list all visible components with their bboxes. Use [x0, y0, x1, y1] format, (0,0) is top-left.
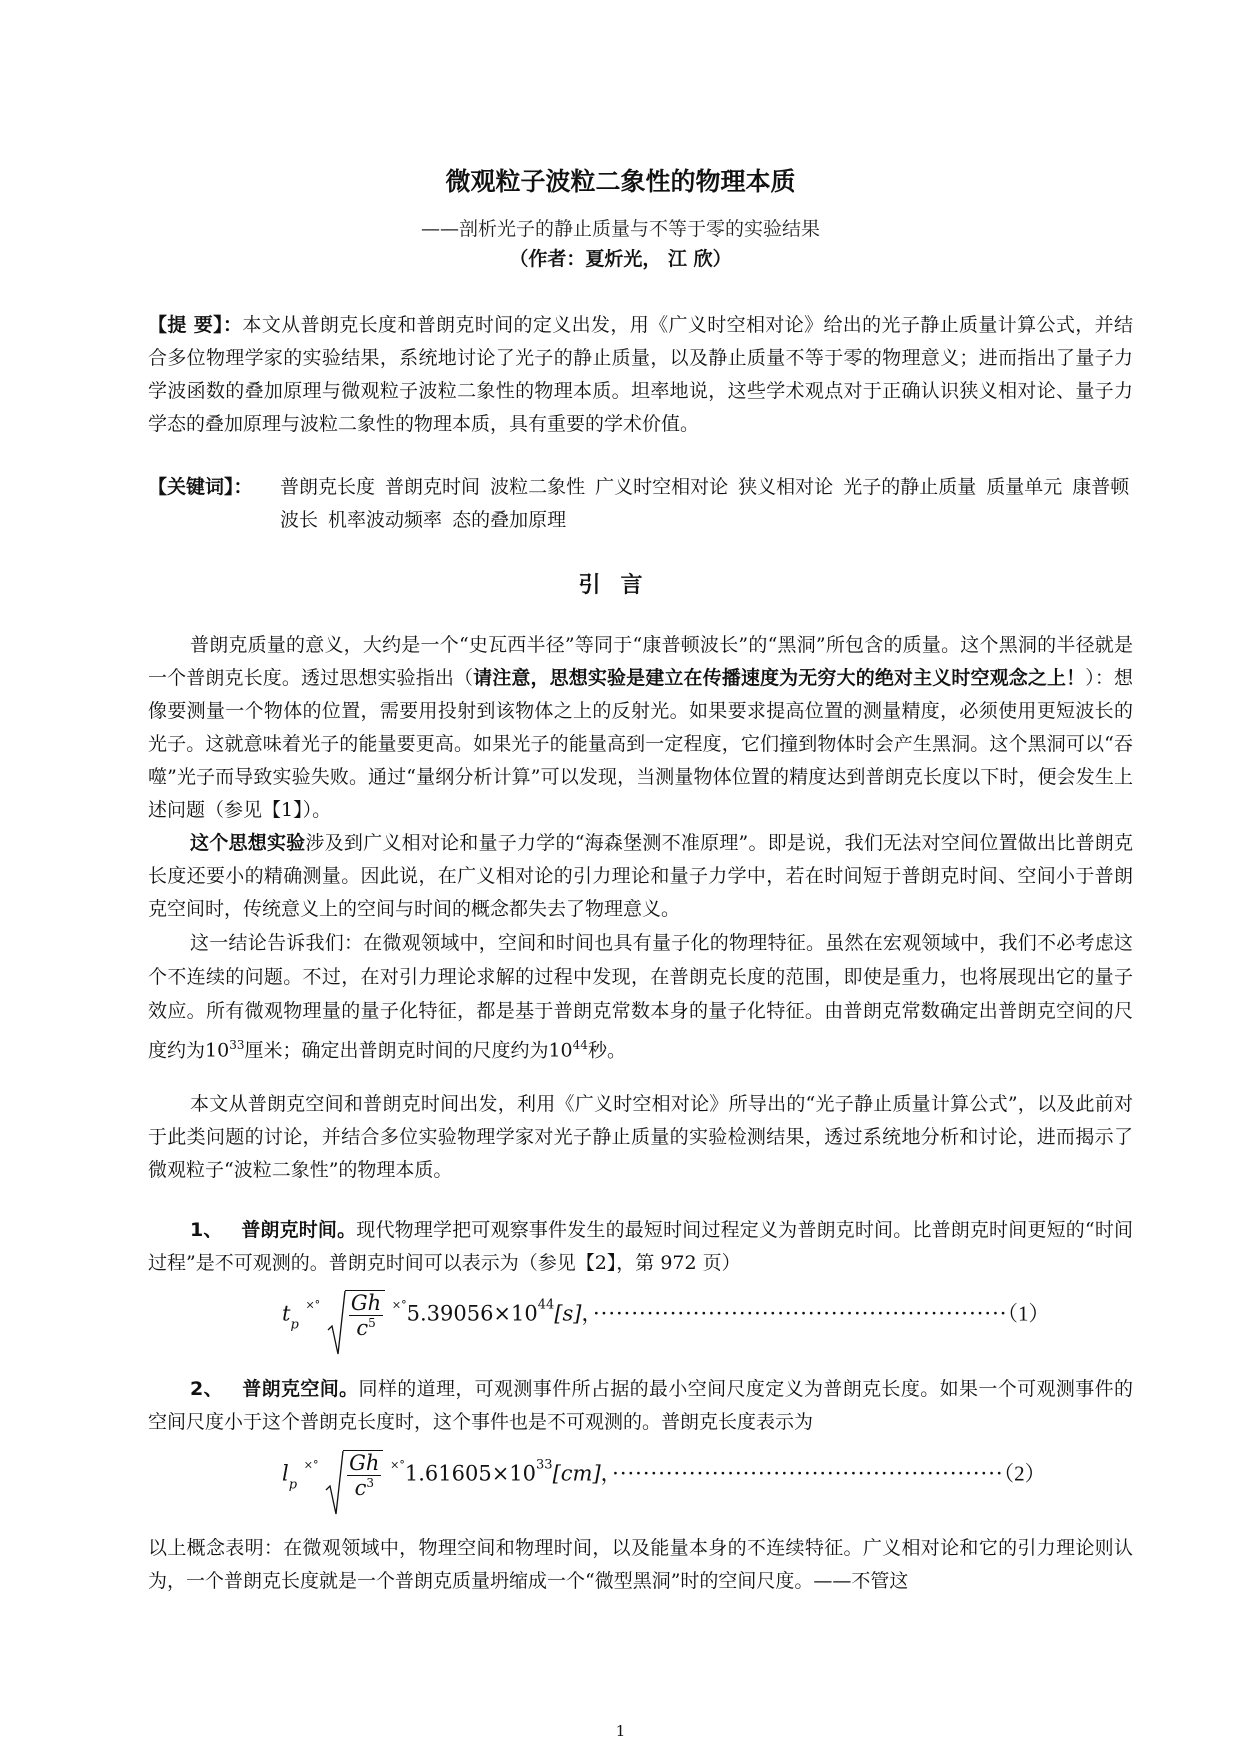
equation-1 [282, 1290, 1049, 1360]
abstract-label: 【提 要】： [148, 314, 243, 336]
eq2-lhs-subscript: p [288, 1477, 298, 1493]
intro-paragraph-3 [148, 926, 1133, 1067]
eq2-denominator-exponent: 3 [366, 1476, 374, 1490]
section-1-number: 1、 [190, 1219, 223, 1241]
eq1-garbled-symbol-1: ×° [305, 1298, 321, 1312]
intro-p3-text-c: 秒。 [587, 1039, 626, 1062]
eq2-numerator: Gh [349, 1451, 380, 1475]
eq2-value: 1.61605×10 [404, 1461, 537, 1486]
abstract-text: 本文从普朗克长度和普朗克时间的定义出发，用《广义时空相对论》给出的光子静止质量计算公式，并结合多位物理学家的实验结果，系统地讨论了光子的静止质量，以及静止质量不等于零的物理意义；进而指出了量子力学波函数的叠加原理与微观粒子波粒二象性的物理本质。坦率地说，这些学术观点对于正确认识狭义相对论、量子力学态的叠加原理与波粒二象性的物理本质，具有重要的学术价值。 [148, 314, 1133, 435]
eq2-leader-dots: ，··················································· [600, 1461, 1004, 1486]
page-number: 1 [615, 1722, 626, 1740]
intro-paragraph-2 [148, 827, 1133, 926]
keywords-label: 【关键词】： [148, 476, 253, 498]
paper-authors: （作者：夏炘光， 江 欣） [509, 248, 732, 270]
eq2-garbled-symbol-1: ×° [303, 1458, 319, 1472]
intro-p3-exponent-2: 44 [572, 1038, 588, 1052]
eq1-denominator-base: c [356, 1316, 369, 1340]
eq1-lhs-subscript: p [290, 1317, 299, 1333]
closing-paragraph: 以上概念表明：在微观领域中，物理空间和物理时间，以及能量本身的不连续特征。广义相对论和它的引力理论则认为，一个普朗克长度就是一个普朗克质量坍缩成一个“微型黑洞”时的空间尺度。——不管这 [148, 1537, 1133, 1592]
keywords-text: 普朗克长度 普朗克时间 波粒二象性 广义时空相对论 狭义相对论 光子的静止质量 质量单元 康普顿波长 机率波动频率 态的叠加原理 [280, 476, 1130, 531]
intro-p1-text-a: 普朗克质量的意义，大约是一个“史瓦西半径”等同于“康普顿波长”的“黑洞”所包含的质量。这个黑洞的半径就是一个普朗克长度。透过思想实验指出（ [148, 634, 1133, 689]
intro-p2-emphasis: 这个思想实验 [190, 832, 306, 854]
section-2-number: 2、 [190, 1378, 223, 1400]
section-2-heading: 普朗克空间。 [242, 1378, 359, 1400]
eq1-lhs: t [282, 1301, 291, 1326]
paper-subtitle: ——剖析光子的静止质量与不等于零的实验结果 [420, 218, 820, 240]
sqrt-sign-icon [327, 1290, 347, 1356]
eq2-exponent: 33 [536, 1457, 553, 1473]
intro-paragraph-4: 本文从普朗克空间和普朗克时间出发，利用《广义时空相对论》所导出的“光子静止质量计算公式”，以及此前对于此类问题的讨论，并结合多位实验物理学家对光子静止质量的实验检测结果，透过系统地分析和讨论，进而揭示了微观粒子“波粒二象性”的物理本质。 [148, 1093, 1133, 1181]
eq1-unit: [s] [554, 1301, 582, 1326]
intro-p3-text-a: 这一结论告诉我们：在微观领域中，空间和时间也具有量子化的物理特征。虽然在宏观领域中，我们不必考虑这个不连续的问题。不过，在对引力理论求解的过程中发现，在普朗克长度的范围，即使是重力，也将展现出它的量子效应。所有微观物理量的量子化特征，都是基于普朗克常数本身的量子化特征。由普朗克常数确定出普朗克空间的尺度约为10 [148, 932, 1133, 1062]
intro-p3-text-b: 厘米；确定出普朗克时间的尺度约为10 [244, 1039, 573, 1062]
abstract [148, 309, 1133, 441]
eq2-denominator-base: c [354, 1476, 367, 1500]
equation-2 [282, 1450, 1046, 1520]
intro-p1-text-b: ）：想像要测量一个物体的位置，需要用投射到该物体之上的反射光。如果要求提高位置的测量精度，必须使用更短波长的光子。这就意味着光子的能量要更高。如果光子的能量高到一定程度，它们撞到物体时会产生黑洞。这个黑洞可以“吞噬”光子而导致实验失败。通过“量纲分析计算”可以发现，当测量物体位置的精度达到普朗克长度以下时，便会发生上述问题（参见【1】）。 [148, 667, 1133, 821]
eq2-garbled-symbol-2: ×° [390, 1458, 405, 1472]
eq1-sqrt [327, 1290, 385, 1340]
intro-paragraph-1 [148, 629, 1133, 827]
section-2-paragraph [148, 1373, 1133, 1439]
intro-p2-text: 涉及到广义相对论和量子力学的“海森堡测不准原理”。即是说，我们无法对空间位置做出比普朗克长度还要小的精确测量。因此说，在广义相对论的引力理论和量子力学中，若在时间短于普朗克时间、空间小于普朗克空间时，传统意义上的空间与时间的概念都失去了物理意义。 [148, 832, 1133, 920]
eq1-number: （1） [1007, 1301, 1050, 1326]
paper-title: 微观粒子波粒二象性的物理本质 [445, 167, 796, 196]
intro-p1-emphasis: 请注意，思想实验是建立在传播速度为无穷大的绝对主义时空观念之上！ [473, 667, 1086, 689]
eq2-number: （2） [1003, 1461, 1046, 1486]
section-1-text: 现代物理学把可观察事件发生的最短时间过程定义为普朗克时间。比普朗克时间更短的“时间过程”是不可观测的。普朗克时间可以表示为（参见【2】，第 972 页） [148, 1219, 1133, 1274]
eq2-sqrt [325, 1450, 383, 1500]
eq1-denominator-exponent: 5 [368, 1316, 376, 1330]
eq1-exponent: 44 [537, 1297, 555, 1313]
eq1-leader-dots: ，······················································ [581, 1301, 1008, 1326]
section-2-text: 同样的道理，可观测事件所占据的最小空间尺度定义为普朗克长度。如果一个可观测事件的空间尺度小于这个普朗克长度时，这个事件也是不可观测的。普朗克长度表示为 [148, 1378, 1133, 1433]
eq2-unit: [cm] [552, 1461, 601, 1486]
eq2-lhs: l [282, 1461, 289, 1486]
eq1-garbled-symbol-2: ×° [391, 1298, 407, 1312]
section-1-heading: 普朗克时间。 [241, 1219, 357, 1241]
keywords [148, 471, 1133, 537]
section-title-intro: 引言 [578, 573, 663, 598]
section-1-paragraph [148, 1214, 1133, 1280]
eq1-numerator: Gh [350, 1291, 382, 1315]
sqrt-sign-icon [325, 1450, 345, 1516]
intro-p3-exponent-1: 33 [229, 1038, 245, 1052]
eq1-value: 5.39056×10 [406, 1301, 538, 1326]
